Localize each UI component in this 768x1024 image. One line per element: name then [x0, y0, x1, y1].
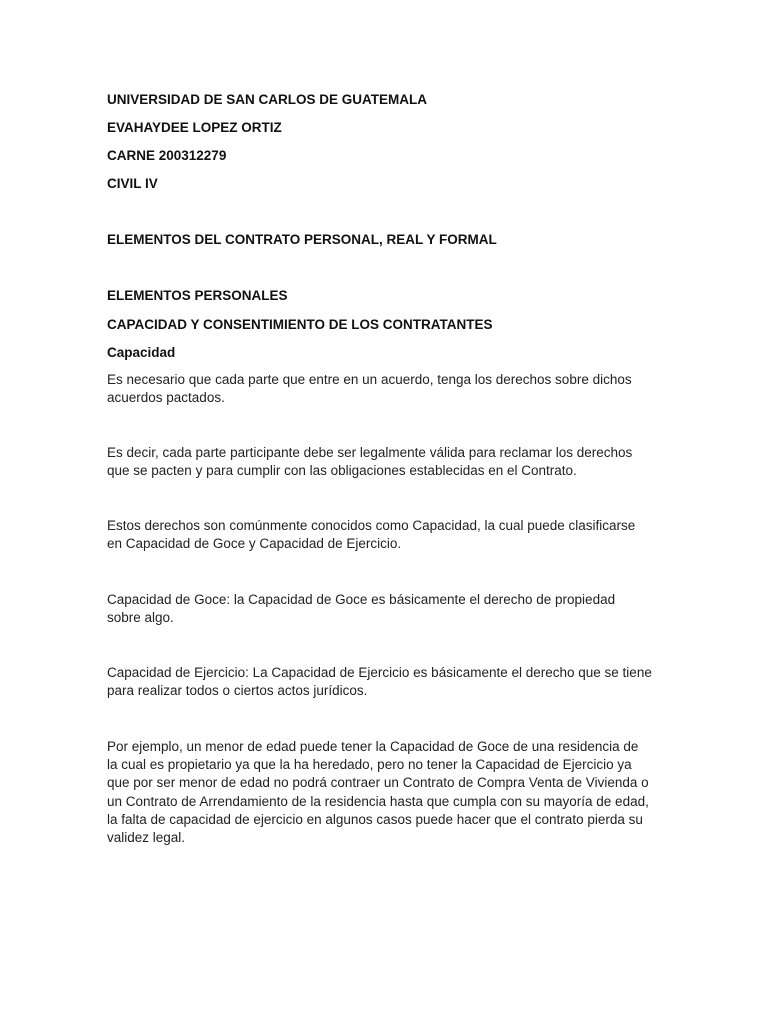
- subsection-heading: CAPACIDAD Y CONSENTIMIENTO DE LOS CONTRATANTES: [107, 317, 493, 332]
- paragraph: Capacidad de Goce: la Capacidad de Goce es básicamente el derecho de propiedad sobre algo.: [107, 592, 616, 626]
- paragraph: Estos derechos son comúnmente conocidos como Capacidad, la cual puede clasificarse en Capacidad de Goce y Capacidad de Ejercicio.: [107, 518, 636, 552]
- capacidad-heading: Capacidad: [107, 345, 176, 360]
- document-title: ELEMENTOS DEL CONTRATO PERSONAL, REAL Y FORMAL: [107, 232, 497, 247]
- student-id: CARNE 200312279: [107, 148, 227, 163]
- course-name: CIVIL IV: [107, 176, 158, 191]
- author-name: EVAHAYDEE LOPEZ ORTIZ: [107, 120, 282, 135]
- paragraph: Es decir, cada parte participante debe ser legalmente válida para reclamar los derechos que se pacten y para cumplir con las obligaciones establecidas en el Contrato.: [107, 445, 633, 479]
- paragraph: Por ejemplo, un menor de edad puede tener la Capacidad de Goce de una residencia de la cual es propietario ya que la ha heredado, pero no tener la Capacidad de Ejercicio ya que por ser menor de edad no podrá contraer un Contrato de Compra Venta de Vivienda o un Contrato de Arrendamiento de la residencia hasta que cumpla con su mayoría de edad, la falta de capacidad de ejercicio en algunos casos puede hacer que el contrato pierda su validez legal.: [107, 739, 649, 846]
- paragraph: Capacidad de Ejercicio: La Capacidad de Ejercicio es básicamente el derecho que se tiene para realizar todos o ciertos actos jurídicos.: [107, 665, 652, 699]
- paragraph: Es necesario que cada parte que entre en un acuerdo, tenga los derechos sobre dichos acuerdos pactados.: [107, 372, 632, 406]
- section-heading: ELEMENTOS PERSONALES: [107, 288, 288, 303]
- university-name: UNIVERSIDAD DE SAN CARLOS DE GUATEMALA: [107, 92, 428, 107]
